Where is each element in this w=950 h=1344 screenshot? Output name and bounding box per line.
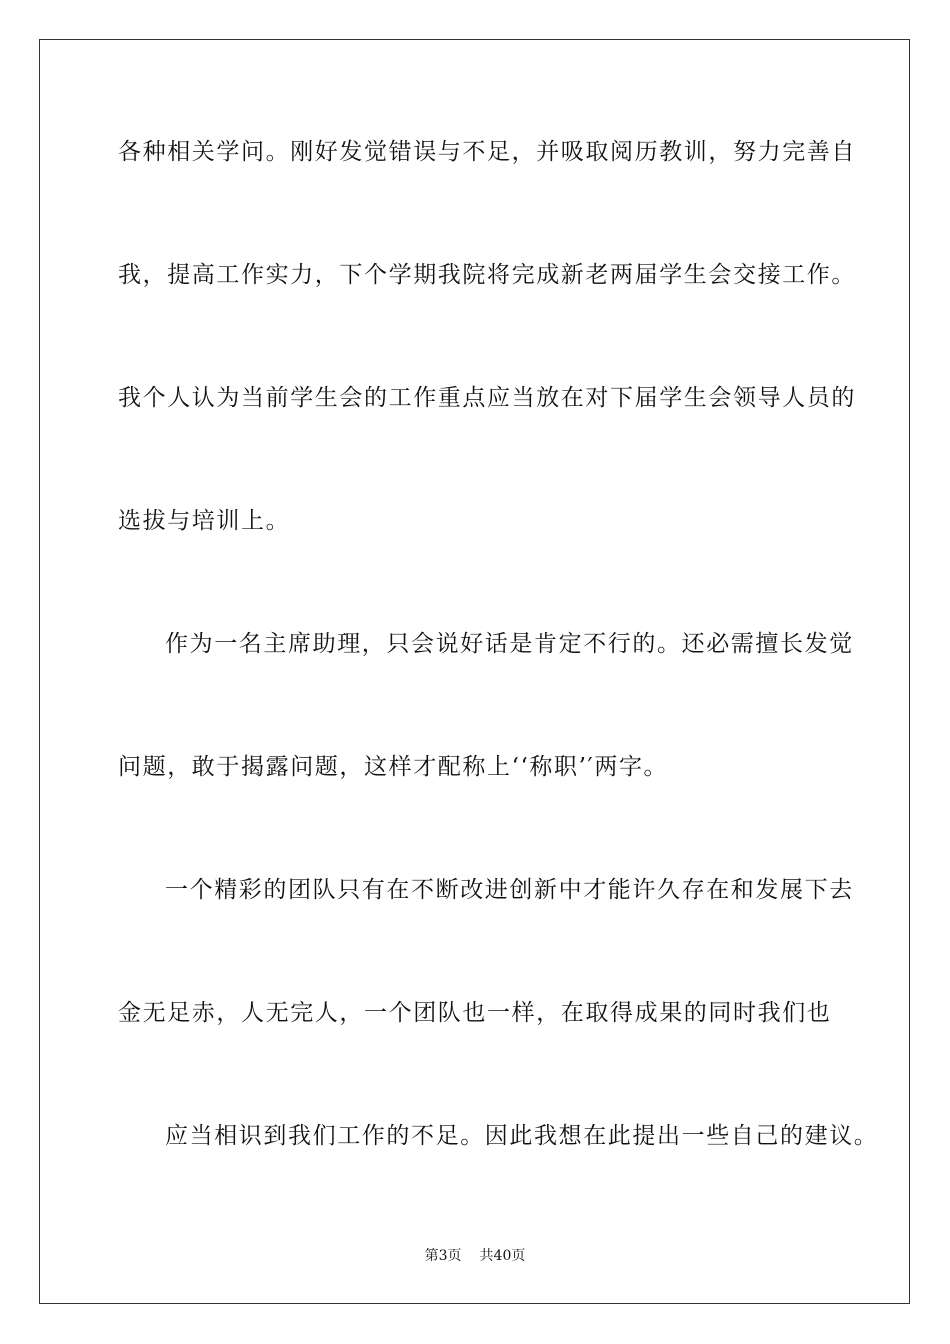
paragraph-line-5: 作为一名主席助理，只会说好话是肯定不行的。还必需擅长发觉 [165, 631, 854, 657]
paragraph-line-1: 各种相关学问。刚好发觉错误与不足，并吸取阅历教训，努力完善自 [118, 139, 856, 165]
page-total: 共40页 [479, 1248, 526, 1264]
paragraph-line-6: 问题，敢于揭露问题，这样才配称上‘‘称职’′两字。 [118, 754, 669, 780]
page-footer [0, 1247, 950, 1265]
paragraph-line-7: 一个精彩的团队只有在不断改进创新中才能许久存在和发展下去 [165, 877, 854, 903]
paragraph-line-4: 选拔与培训上。 [118, 508, 291, 534]
page-number: 第3页 [424, 1248, 462, 1264]
page-border [39, 39, 910, 1304]
paragraph-line-3: 我个人认为当前学生会的工作重点应当放在对下届学生会领导人员的 [118, 385, 856, 411]
paragraph-line-2: 我，提高工作实力，下个学期我院将完成新老两届学生会交接工作。 [118, 262, 856, 288]
paragraph-line-8: 金无足赤，人无完人，一个团队也一样，在取得成果的同时我们也 [118, 1000, 832, 1026]
paragraph-line-9: 应当相识到我们工作的不足。因此我想在此提出一些自己的建议。 [165, 1123, 879, 1149]
